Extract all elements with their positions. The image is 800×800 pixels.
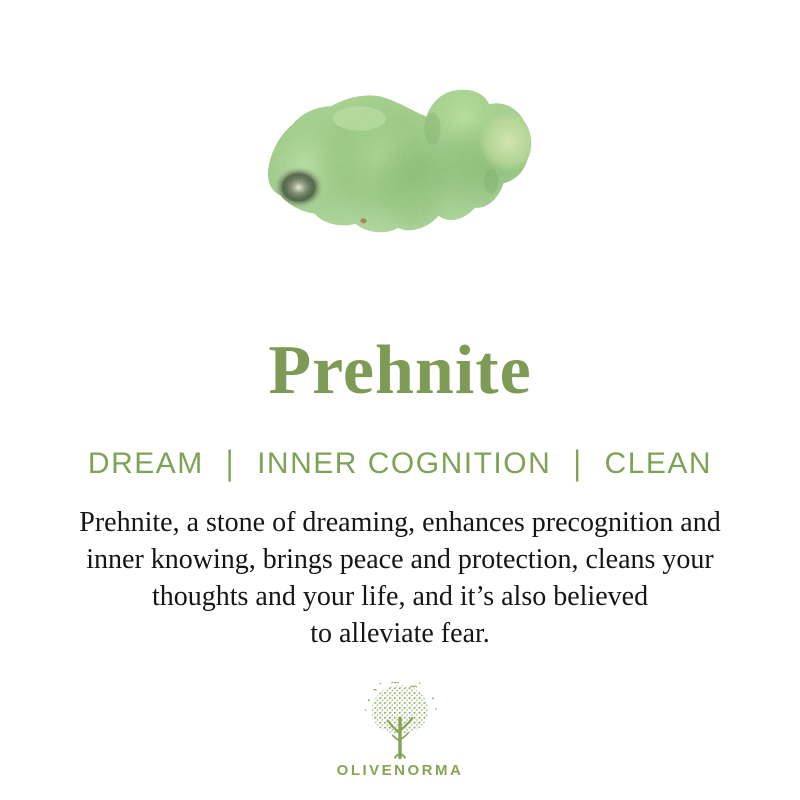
keyword-separator: | — [225, 444, 236, 483]
keyword-inner-cognition: INNER COGNITION — [257, 447, 552, 480]
brand-name: OLIVENORMA — [336, 762, 464, 779]
page-title: Prehnite — [268, 332, 532, 409]
keyword-clean: CLEAN — [604, 447, 713, 480]
keyword-dream: DREAM — [87, 447, 204, 480]
description-line: to alleviate fear. — [310, 618, 490, 649]
prehnite-stone-graphic — [262, 84, 536, 236]
description-line: Prehnite, a stone of dreaming, enhances precognition and — [79, 507, 721, 538]
description-line: thoughts and your life, and it’s also believed — [151, 581, 649, 612]
prehnite-stone-image — [262, 84, 536, 236]
stone-description — [20, 504, 780, 652]
description-line: inner knowing, brings peace and protection, cleans your — [86, 544, 714, 575]
brand-logo — [0, 682, 800, 779]
olive-tree-icon — [356, 682, 444, 760]
keyword-strip — [0, 444, 800, 483]
keyword-separator: | — [573, 444, 583, 483]
